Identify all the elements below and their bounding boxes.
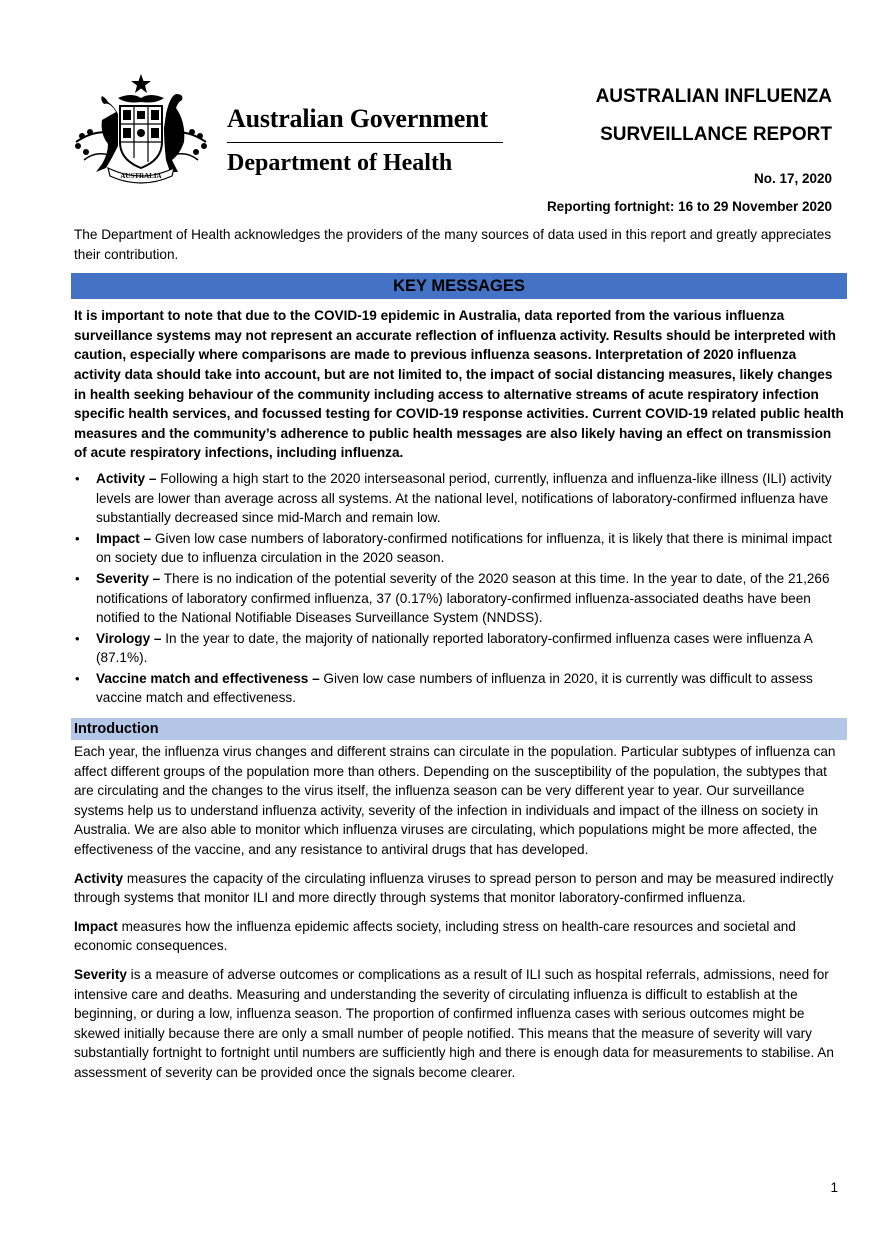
list-item [74, 569, 844, 628]
severity-lead: Severity [74, 967, 127, 982]
header-divider [227, 142, 503, 143]
acknowledgement-paragraph: The Department of Health acknowledges the providers of the many sources of data used in this report and greatly appreciates their contribution. [74, 227, 832, 262]
bullet-icon: • [75, 630, 80, 646]
bullet-icon: • [75, 530, 80, 546]
bullet-text: Following a high start to the 2020 interseasonal period, currently, influenza and influenza-like illness (ILI) activity levels are lower than average across all systems. At the national level, notifications of laboratory-confirmed influenza have substantially decreased since mid-March and remain low. [96, 470, 832, 526]
activity-text: measures the capacity of the circulating influenza viruses to spread person to person and may be measured indirectly through systems that monitor ILI and more directly through systems that monitor laboratory-confirmed influenza. [74, 870, 834, 906]
bullet-text: In the year to date, the majority of nationally reported laboratory-confirmed influenza cases were influenza A (87.1%). [96, 630, 813, 666]
list-item [74, 669, 844, 708]
bullet-text: Given low case numbers of laboratory-confirmed notifications for influenza, it is likely that there is minimal impact on society due to influenza circulation in the 2020 season. [96, 530, 832, 566]
government-name: Australian Government [227, 104, 488, 133]
bullet-text: Given low case numbers of influenza in 2020, it is currently was difficult to assess vaccine match and effectiveness. [96, 670, 813, 706]
list-item [74, 469, 844, 528]
report-title [532, 78, 832, 154]
page-header [0, 0, 882, 220]
bullet-lead: Vaccine match and effectiveness – [96, 670, 320, 686]
severity-text: is a measure of adverse outcomes or complications as a result of ILI such as hospital referrals, admissions, need for intensive care and deaths. Measuring and understanding the severity of circulating influenza is difficult to establish at the beginning, or during a low, influenza season. The proportion of confirmed influenza cases with serious outcomes might be skewed initially because there are only a small number of people notified. This means that the measure of severity will vary substantially fortnight to fortnight until numbers are sufficiently high and there is enough data for measurements to stabilise. An assessment of severity can be provided once the signals become clearer. [74, 967, 834, 1080]
impact-paragraph [74, 917, 844, 956]
key-messages-intro: It is important to note that due to the COVID-19 epidemic in Australia, data reported from the various influenza surveillance systems may not represent an accurate reflection of influenza activity. Results should be interpreted with caution, especially where comparisons are made to previous influenza seasons. Interpretation of 2020 influenza activity data should take into account, but are not limited to, the impact of social distancing measures, likely changes in health seeking behaviour of the community including access to alternative streams of acute respiratory infection specific health services, and focussed testing for COVID-19 response activities. Current COVID-19 related public health measures and the community’s adherence to public health messages are also likely having an effect on transmission of acute respiratory infections, including influenza. [74, 308, 844, 461]
severity-paragraph [74, 965, 844, 1083]
key-messages-heading: KEY MESSAGES [71, 273, 847, 299]
bullet-lead: Virology – [96, 630, 162, 646]
impact-lead: Impact [74, 918, 118, 934]
coat-of-arms-icon [66, 72, 216, 187]
department-name: Department of Health [227, 150, 453, 176]
report-title-line-1: AUSTRALIAN INFLUENZA [595, 86, 832, 107]
report-content [74, 225, 844, 1092]
reporting-fortnight: Reporting fortnight: 16 to 29 November 2020 [546, 199, 832, 214]
introduction-heading: Introduction [71, 718, 847, 740]
list-item [74, 629, 844, 668]
report-number: No. 17, 2020 [753, 171, 832, 186]
list-item [74, 529, 844, 568]
activity-paragraph [74, 869, 844, 908]
bullet-icon: • [75, 470, 80, 486]
key-messages-list [74, 469, 844, 708]
bullet-text: There is no indication of the potential severity of the 2020 season at this time. In the year to date, of the 21,266 notifications of laboratory confirmed influenza, 37 (0.17%) laboratory-confirmed influenza-associated deaths have been notified to the National Notifiable Diseases Surveillance System (NNDSS). [96, 570, 830, 626]
impact-text: measures how the influenza epidemic affects society, including stress on health-care resources and societal and economic consequences. [74, 918, 796, 954]
page-number: 1 [830, 1180, 838, 1195]
bullet-icon: • [75, 670, 80, 686]
report-title-line-2: SURVEILLANCE REPORT [600, 124, 832, 145]
introduction-paragraph: Each year, the influenza virus changes and different strains can circulate in the population. Particular subtypes of influenza can affect different groups of the population more than others. Depending on the susceptibility of the population, the subtypes that are circulating and the changes to the virus itself, the influenza season can be very different year to year. Our surveillance systems help us to understand influenza activity, severity of the infection in individuals and impact of the illness on society in Australia. We are also able to monitor which influenza viruses are circulating, which populations might be more affected, the effectiveness of the vaccine, and any resistance to antiviral drugs that has developed. [74, 744, 836, 858]
crest-banner-text: AUSTRALIA [120, 172, 162, 180]
bullet-icon: • [75, 570, 80, 586]
bullet-lead: Severity – [96, 570, 161, 586]
bullet-lead: Activity – [96, 470, 157, 486]
activity-lead: Activity [74, 870, 124, 886]
bullet-lead: Impact – [96, 530, 152, 546]
